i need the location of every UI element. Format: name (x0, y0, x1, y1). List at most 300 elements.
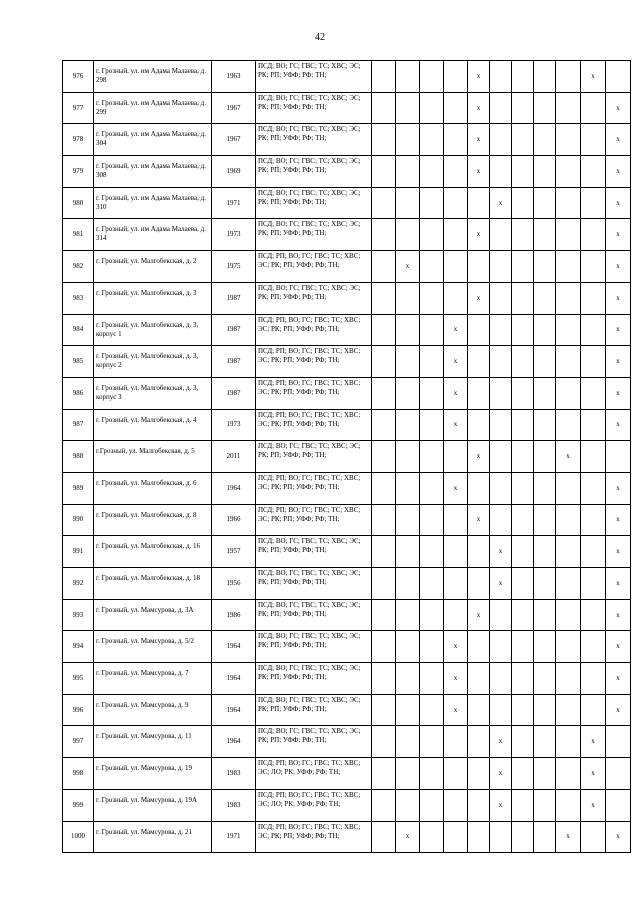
works-list-cell: ПСД; РП; ВО; ГС; ГВС; ТС; ХВС; ЭС; ЛО; РК; УФФ; РФ; ТН; (256, 758, 372, 790)
address-cell: г.Грозный, ул. Малгобекская, д. 5 (94, 441, 212, 473)
mark-cell (372, 821, 396, 853)
mark-cell (420, 282, 444, 314)
page-number: 42 (315, 32, 325, 43)
year-cell: 1983 (212, 758, 256, 790)
mark-cell: x (606, 472, 631, 504)
mark-cell (372, 694, 396, 726)
year-cell: 1973 (212, 219, 256, 251)
mark-cell (534, 251, 556, 283)
mark-cell (581, 599, 606, 631)
row-number-cell: 991 (63, 536, 94, 568)
year-cell: 1957 (212, 536, 256, 568)
mark-cell: x (468, 124, 490, 156)
works-list-cell: ПСД; РП; ВО; ГС; ГВС; ТС; ХВС; ЭС; РК; РП; УФФ; РФ; ТН; (256, 346, 372, 378)
mark-cell (420, 472, 444, 504)
mark-cell (512, 663, 534, 695)
mark-cell (534, 441, 556, 473)
mark-cell (372, 92, 396, 124)
row-number-cell: 996 (63, 694, 94, 726)
mark-cell (512, 282, 534, 314)
row-number-cell: 978 (63, 124, 94, 156)
works-list-cell: ПСД; ВО; ГС; ГВС; ТС; ХВС; ЭС; РК; РП; УФФ; РФ; ТН; (256, 726, 372, 758)
mark-cell (396, 92, 420, 124)
row-number-cell: 977 (63, 92, 94, 124)
works-list-cell: ПСД; ВО; ГС; ГВС; ТС; ХВС; ЭС; РК; РП; УФФ; РФ; ТН; (256, 536, 372, 568)
mark-cell (372, 663, 396, 695)
mark-cell (556, 377, 581, 409)
mark-cell (444, 282, 468, 314)
mark-cell (534, 187, 556, 219)
table-body (63, 61, 631, 853)
mark-cell (490, 251, 512, 283)
address-cell: г. Грозный, ул. им Адама Малаева, д. 314 (94, 219, 212, 251)
year-cell: 1975 (212, 251, 256, 283)
mark-cell (581, 282, 606, 314)
address-cell: г. Грозный, ул. Малгобекская, д. 3, корпус 2 (94, 346, 212, 378)
row-number-cell: 981 (63, 219, 94, 251)
year-cell: 1973 (212, 409, 256, 441)
mark-cell: x (606, 156, 631, 188)
mark-cell: x (606, 409, 631, 441)
mark-cell (396, 631, 420, 663)
works-list-cell: ПСД; ВО; ГС; ГВС; ТС; ХВС; ЭС; РК; РП; УФФ; РФ; ТН; (256, 124, 372, 156)
mark-cell (512, 314, 534, 346)
address-cell: г. Грозный, ул. Малгобекская, д. 2 (94, 251, 212, 283)
mark-cell: x (606, 219, 631, 251)
mark-cell (372, 536, 396, 568)
mark-cell (512, 726, 534, 758)
mark-cell (512, 599, 534, 631)
mark-cell (396, 124, 420, 156)
mark-cell (420, 314, 444, 346)
address-cell: г. Грозный, ул. Малгобекская, д. 18 (94, 568, 212, 600)
mark-cell (556, 92, 581, 124)
year-cell: 1956 (212, 568, 256, 600)
address-cell: г. Грозный, ул. Мамсурова, д. 5/2 (94, 631, 212, 663)
mark-cell (420, 377, 444, 409)
mark-cell: x (444, 346, 468, 378)
mark-cell (490, 441, 512, 473)
mark-cell (556, 472, 581, 504)
works-list-cell: ПСД; ВО; ГС; ГВС; ТС; ХВС; ЭС; РК; РП; УФФ; РФ; ТН; (256, 282, 372, 314)
address-cell: г. Грозный, ул. им Адама Малаева, д. 299 (94, 92, 212, 124)
mark-cell (512, 156, 534, 188)
mark-cell (396, 314, 420, 346)
address-cell: г. Грозный, ул. Малгобекская, д. 6 (94, 472, 212, 504)
mark-cell (534, 694, 556, 726)
table-row (63, 663, 631, 695)
table-row (63, 156, 631, 188)
mark-cell (512, 758, 534, 790)
year-cell: 1987 (212, 377, 256, 409)
mark-cell: x (468, 219, 490, 251)
mark-cell (468, 472, 490, 504)
row-number-cell: 997 (63, 726, 94, 758)
mark-cell (534, 599, 556, 631)
mark-cell (512, 409, 534, 441)
mark-cell: x (581, 758, 606, 790)
row-number-cell: 998 (63, 758, 94, 790)
mark-cell (444, 251, 468, 283)
mark-cell (420, 346, 444, 378)
mark-cell (512, 789, 534, 821)
mark-cell (444, 758, 468, 790)
row-number-cell: 987 (63, 409, 94, 441)
mark-cell (534, 758, 556, 790)
mark-cell (534, 314, 556, 346)
mark-cell (512, 92, 534, 124)
mark-cell: x (490, 789, 512, 821)
mark-cell (512, 377, 534, 409)
mark-cell (420, 187, 444, 219)
works-list-cell: ПСД; ВО; ГС; ГВС; ТС; ХВС; ЭС; РК; РП; УФФ; РФ; ТН; (256, 568, 372, 600)
mark-cell (534, 631, 556, 663)
mark-cell (444, 504, 468, 536)
mark-cell (606, 61, 631, 93)
mark-cell (534, 377, 556, 409)
mark-cell (581, 251, 606, 283)
mark-cell: x (444, 314, 468, 346)
mark-cell (444, 219, 468, 251)
address-cell: г. Грозный, ул. Мамсурова, д. 11 (94, 726, 212, 758)
mark-cell: x (606, 251, 631, 283)
mark-cell (468, 694, 490, 726)
mark-cell (556, 536, 581, 568)
address-cell: г. Грозный, ул. Малгобекская, д. 3, корпус 1 (94, 314, 212, 346)
mark-cell (420, 92, 444, 124)
mark-cell (534, 536, 556, 568)
mark-cell (534, 789, 556, 821)
year-cell: 1967 (212, 92, 256, 124)
row-number-cell: 990 (63, 504, 94, 536)
mark-cell (372, 789, 396, 821)
table-row (63, 377, 631, 409)
row-number-cell: 984 (63, 314, 94, 346)
mark-cell (468, 346, 490, 378)
address-cell: г. Грозный, ул. им Адама Малаева, д. 310 (94, 187, 212, 219)
mark-cell: x (606, 187, 631, 219)
mark-cell (556, 219, 581, 251)
table-row (63, 409, 631, 441)
mark-cell (372, 124, 396, 156)
mark-cell: x (606, 631, 631, 663)
mark-cell: x (606, 92, 631, 124)
mark-cell: x (444, 663, 468, 695)
mark-cell: x (444, 694, 468, 726)
mark-cell (396, 61, 420, 93)
mark-cell (581, 536, 606, 568)
address-cell: г. Грозный, ул. Малгобекская, д. 3, корпус 3 (94, 377, 212, 409)
mark-cell (372, 409, 396, 441)
mark-cell (534, 219, 556, 251)
mark-cell (396, 789, 420, 821)
year-cell: 1964 (212, 631, 256, 663)
row-number-cell: 979 (63, 156, 94, 188)
mark-cell (556, 346, 581, 378)
mark-cell (420, 568, 444, 600)
housing-works-table (62, 60, 631, 853)
works-list-cell: ПСД; РП; ВО; ГС; ГВС; ТС; ХВС; ЭС; РК; РП; УФФ; РФ; ТН; (256, 314, 372, 346)
mark-cell (534, 282, 556, 314)
works-list-cell: ПСД; РП; ВО; ГС; ГВС; ТС; ХВС; ЭС; РК; РП; УФФ; РФ; ТН; (256, 504, 372, 536)
mark-cell: x (468, 156, 490, 188)
mark-cell (396, 599, 420, 631)
mark-cell: x (490, 758, 512, 790)
table-row (63, 314, 631, 346)
mark-cell (512, 821, 534, 853)
works-list-cell: ПСД; ВО; ГС; ГВС; ТС; ХВС; ЭС; РК; РП; УФФ; РФ; ТН; (256, 631, 372, 663)
mark-cell (444, 789, 468, 821)
address-cell: г. Грозный, ул. им Адама Малаева, д. 308 (94, 156, 212, 188)
table-row (63, 61, 631, 93)
table-row (63, 124, 631, 156)
row-number-cell: 988 (63, 441, 94, 473)
mark-cell: x (606, 821, 631, 853)
mark-cell (581, 504, 606, 536)
table-row (63, 504, 631, 536)
year-cell: 1986 (212, 599, 256, 631)
address-cell: г. Грозный, ул. Малгобекская, д. 16 (94, 536, 212, 568)
mark-cell: x (468, 504, 490, 536)
mark-cell (534, 504, 556, 536)
mark-cell (468, 536, 490, 568)
mark-cell (490, 694, 512, 726)
mark-cell (581, 92, 606, 124)
mark-cell (444, 726, 468, 758)
mark-cell (534, 568, 556, 600)
mark-cell (372, 631, 396, 663)
mark-cell (556, 314, 581, 346)
mark-cell: x (396, 821, 420, 853)
mark-cell (468, 758, 490, 790)
works-list-cell: ПСД; ВО; ГС; ГВС; ТС; ХВС; ЭС; РК; РП; УФФ; РФ; ТН; (256, 694, 372, 726)
row-number-cell: 994 (63, 631, 94, 663)
mark-cell (372, 251, 396, 283)
mark-cell (581, 346, 606, 378)
mark-cell (468, 568, 490, 600)
mark-cell (490, 282, 512, 314)
year-cell: 1987 (212, 314, 256, 346)
address-cell: г. Грозный, ул. Мамсурова, д. 19 (94, 758, 212, 790)
mark-cell (396, 536, 420, 568)
table-row (63, 346, 631, 378)
mark-cell (534, 92, 556, 124)
table-row (63, 219, 631, 251)
mark-cell (581, 314, 606, 346)
mark-cell (468, 251, 490, 283)
row-number-cell: 986 (63, 377, 94, 409)
address-cell: г. Грозный, ул. Мамсурова, д. 7 (94, 663, 212, 695)
mark-cell (468, 663, 490, 695)
works-list-cell: ПСД; РП; ВО; ГС; ГВС; ТС; ХВС; ЭС; РК; РП; УФФ; РФ; ТН; (256, 251, 372, 283)
mark-cell (444, 441, 468, 473)
mark-cell: x (606, 314, 631, 346)
address-cell: г. Грозный, ул. им Адама Малаева, д. 298 (94, 61, 212, 93)
mark-cell (534, 472, 556, 504)
works-list-cell: ПСД; ВО; ГС; ГВС; ТС; ХВС; ЭС; РК; РП; УФФ; РФ; ТН; (256, 156, 372, 188)
row-number-cell: 976 (63, 61, 94, 93)
table-row (63, 821, 631, 853)
mark-cell (556, 409, 581, 441)
table-row (63, 726, 631, 758)
mark-cell (468, 377, 490, 409)
mark-cell (396, 663, 420, 695)
mark-cell (420, 599, 444, 631)
mark-cell: x (396, 251, 420, 283)
mark-cell (581, 156, 606, 188)
year-cell: 1969 (212, 156, 256, 188)
mark-cell (581, 219, 606, 251)
works-list-cell: ПСД; ВО; ГС; ГВС; ТС; ХВС; ЭС; РК; РП; УФФ; РФ; ТН; (256, 187, 372, 219)
mark-cell: x (606, 694, 631, 726)
mark-cell (512, 694, 534, 726)
mark-cell (444, 92, 468, 124)
mark-cell (490, 631, 512, 663)
mark-cell: x (490, 726, 512, 758)
address-cell: г. Грозный, ул. Мамсурова, д. 19А (94, 789, 212, 821)
mark-cell (512, 219, 534, 251)
mark-cell (396, 568, 420, 600)
mark-cell (420, 156, 444, 188)
mark-cell (490, 472, 512, 504)
works-list-cell: ПСД; ВО; ГС; ГВС; ТС; ХВС; ЭС; РК; РП; УФФ; РФ; ТН; (256, 61, 372, 93)
mark-cell (556, 789, 581, 821)
mark-cell: x (556, 441, 581, 473)
mark-cell: x (606, 599, 631, 631)
year-cell: 1964 (212, 726, 256, 758)
mark-cell (490, 504, 512, 536)
mark-cell (490, 92, 512, 124)
works-list-cell: ПСД; РП; ВО; ГС; ГВС; ТС; ХВС; ЭС; РК; РП; УФФ; РФ; ТН; (256, 472, 372, 504)
mark-cell (490, 124, 512, 156)
mark-cell (534, 156, 556, 188)
mark-cell: x (581, 789, 606, 821)
mark-cell: x (444, 409, 468, 441)
mark-cell (606, 789, 631, 821)
mark-cell (444, 187, 468, 219)
mark-cell (512, 536, 534, 568)
mark-cell (420, 758, 444, 790)
mark-cell (396, 156, 420, 188)
mark-cell (556, 251, 581, 283)
mark-cell (581, 124, 606, 156)
mark-cell (372, 568, 396, 600)
mark-cell: x (606, 282, 631, 314)
mark-cell: x (490, 187, 512, 219)
mark-cell (534, 726, 556, 758)
mark-cell: x (581, 61, 606, 93)
table-row (63, 441, 631, 473)
mark-cell (468, 821, 490, 853)
mark-cell (606, 726, 631, 758)
row-number-cell: 995 (63, 663, 94, 695)
table-row (63, 789, 631, 821)
mark-cell (556, 694, 581, 726)
mark-cell (372, 219, 396, 251)
mark-cell (372, 472, 396, 504)
mark-cell (444, 821, 468, 853)
address-cell: г. Грозный, ул. Мамсурова, д. 3А (94, 599, 212, 631)
works-list-cell: ПСД; ВО; ГС; ГВС; ТС; ХВС; ЭС; РК; РП; УФФ; РФ; ТН; (256, 219, 372, 251)
mark-cell (490, 821, 512, 853)
mark-cell: x (606, 536, 631, 568)
mark-cell (468, 314, 490, 346)
mark-cell (581, 187, 606, 219)
mark-cell (534, 663, 556, 695)
row-number-cell: 992 (63, 568, 94, 600)
mark-cell (396, 219, 420, 251)
year-cell: 1963 (212, 61, 256, 93)
year-cell: 1971 (212, 821, 256, 853)
mark-cell (420, 631, 444, 663)
mark-cell (512, 124, 534, 156)
mark-cell (581, 631, 606, 663)
mark-cell (468, 409, 490, 441)
mark-cell (581, 409, 606, 441)
year-cell: 1983 (212, 789, 256, 821)
mark-cell (396, 472, 420, 504)
year-cell: 1964 (212, 663, 256, 695)
mark-cell (372, 61, 396, 93)
mark-cell (581, 472, 606, 504)
mark-cell (490, 346, 512, 378)
row-number-cell: 983 (63, 282, 94, 314)
mark-cell: x (606, 663, 631, 695)
mark-cell (512, 187, 534, 219)
year-cell: 1971 (212, 187, 256, 219)
mark-cell (372, 314, 396, 346)
mark-cell (420, 726, 444, 758)
mark-cell (512, 346, 534, 378)
mark-cell (468, 187, 490, 219)
table-row (63, 251, 631, 283)
mark-cell (490, 599, 512, 631)
year-cell: 1964 (212, 694, 256, 726)
year-cell: 1966 (212, 504, 256, 536)
mark-cell (490, 409, 512, 441)
mark-cell (556, 663, 581, 695)
mark-cell (606, 441, 631, 473)
row-number-cell: 980 (63, 187, 94, 219)
mark-cell (372, 156, 396, 188)
mark-cell (444, 61, 468, 93)
mark-cell (396, 282, 420, 314)
mark-cell: x (606, 504, 631, 536)
mark-cell (606, 758, 631, 790)
mark-cell (396, 694, 420, 726)
mark-cell (581, 663, 606, 695)
mark-cell (468, 726, 490, 758)
mark-cell: x (468, 599, 490, 631)
works-list-cell: ПСД; РП; ВО; ГС; ГВС; ТС; ХВС; ЭС; ЛО; РК; УФФ; РФ; ТН; (256, 789, 372, 821)
mark-cell (556, 282, 581, 314)
table-row (63, 758, 631, 790)
works-list-cell: ПСД; РП; ВО; ГС; ГВС; ТС; ХВС; ЭС; РК; РП; УФФ; РФ; ТН; (256, 409, 372, 441)
mark-cell (534, 409, 556, 441)
mark-cell (512, 441, 534, 473)
mark-cell (372, 726, 396, 758)
mark-cell (372, 377, 396, 409)
row-number-cell: 982 (63, 251, 94, 283)
mark-cell (556, 599, 581, 631)
address-cell: г. Грозный, ул. Малгобекская, д. 8 (94, 504, 212, 536)
mark-cell (534, 346, 556, 378)
address-cell: г. Грозный, ул. Малгобекская, д. 4 (94, 409, 212, 441)
mark-cell (490, 156, 512, 188)
table-row (63, 472, 631, 504)
mark-cell (534, 124, 556, 156)
mark-cell: x (468, 282, 490, 314)
